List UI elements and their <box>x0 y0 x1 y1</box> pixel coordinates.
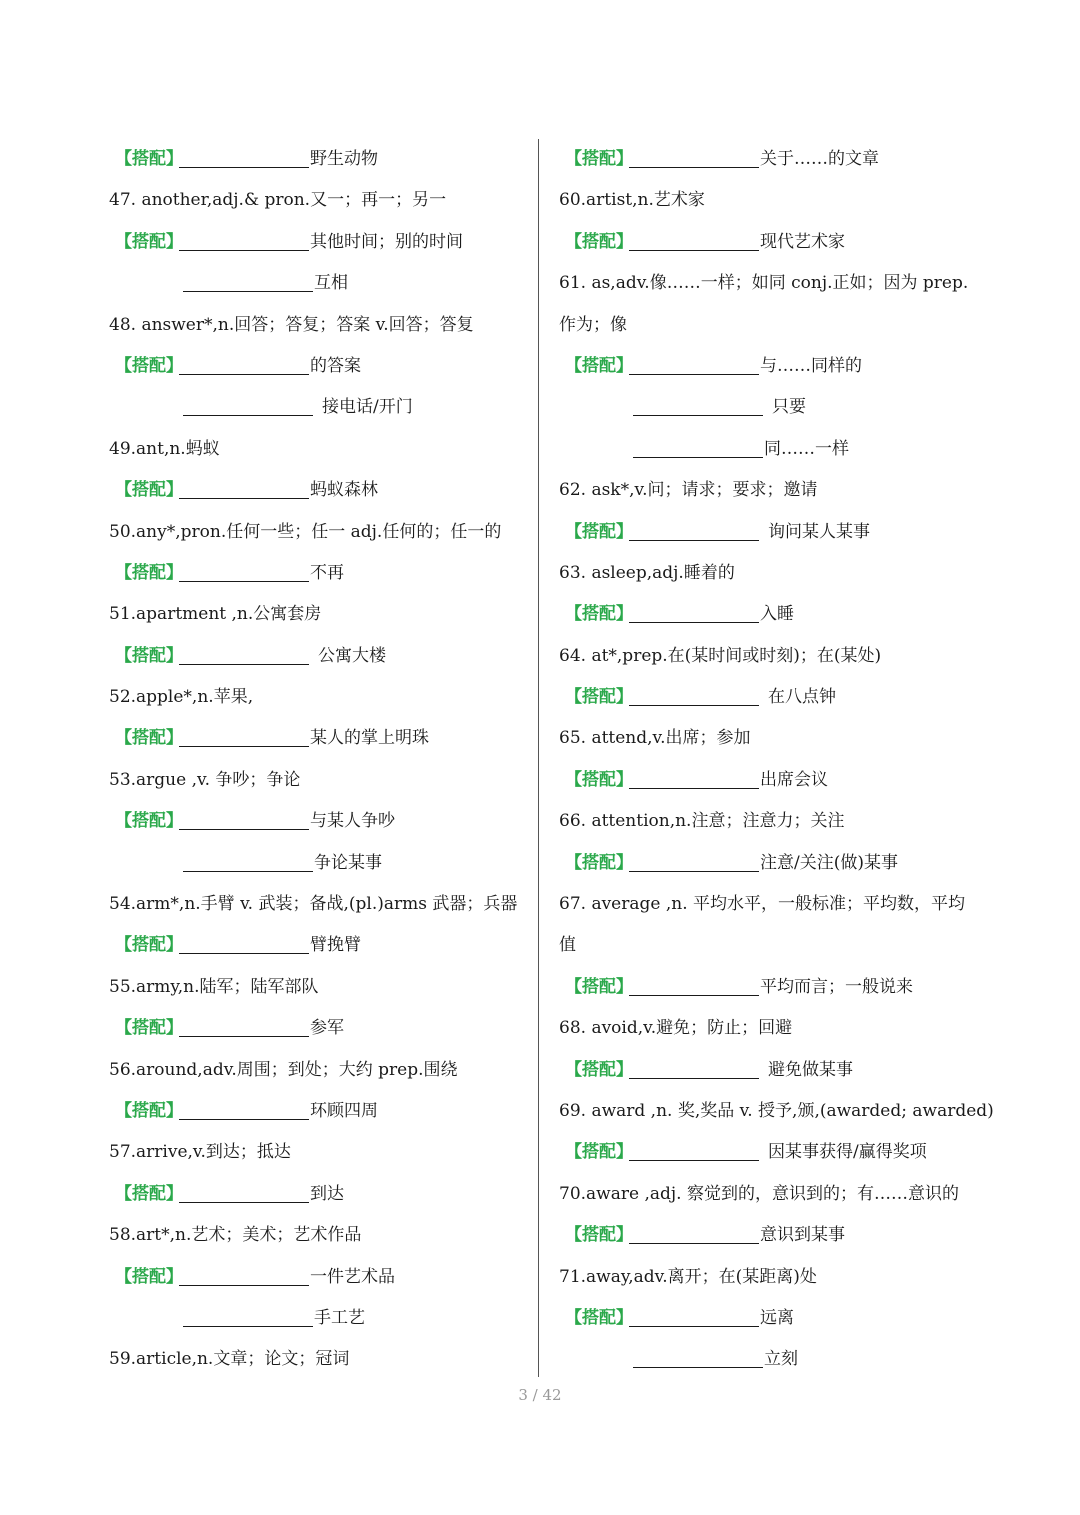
collocation-line <box>109 801 529 842</box>
fill-blank <box>179 1035 309 1037</box>
fill-blank <box>179 745 309 747</box>
vocab-entry <box>109 512 529 553</box>
vocab-entry <box>559 925 979 966</box>
vocab-entry <box>559 470 979 511</box>
collocation-line <box>559 594 979 635</box>
collocation-subline <box>109 1298 529 1339</box>
entry-text: 57.arrive,v.到达；抵达 <box>109 1142 291 1163</box>
collocation-tag: 【搭配】 <box>115 1100 183 1121</box>
collocation-tag: 【搭配】 <box>565 687 633 708</box>
fill-blank <box>629 249 759 251</box>
collocation-line <box>109 1091 529 1132</box>
collocation-line <box>559 677 979 718</box>
entry-text: 71.away,adv.离开；在(某距离)处 <box>559 1266 817 1287</box>
collocation-meaning: 同……一样 <box>764 438 849 459</box>
fill-blank <box>179 1284 309 1286</box>
collocation-subline <box>559 387 979 428</box>
collocation-line <box>109 553 529 594</box>
fill-blank <box>179 828 309 830</box>
collocation-line <box>559 967 979 1008</box>
collocation-subline <box>559 1339 979 1380</box>
collocation-tag: 【搭配】 <box>565 1142 633 1163</box>
fill-blank <box>179 249 309 251</box>
fill-blank <box>179 497 309 499</box>
fill-blank <box>629 1077 759 1079</box>
entry-text: 70.aware ,adj. 察觉到的，意识到的；有……意识的 <box>559 1183 959 1204</box>
collocation-tag: 【搭配】 <box>565 149 633 169</box>
collocation-line <box>109 346 529 387</box>
entry-text: 55.army,n.陆军；陆军部队 <box>109 976 319 997</box>
collocation-tag: 【搭配】 <box>115 1183 183 1204</box>
collocation-line <box>559 512 979 553</box>
vocab-entry <box>109 1339 529 1380</box>
collocation-meaning: 的答案 <box>310 355 361 376</box>
collocation-line <box>109 1008 529 1049</box>
collocation-meaning: 出席会议 <box>760 769 828 790</box>
entry-text: 63. asleep,adj.睡着的 <box>559 562 735 583</box>
vocab-entry <box>559 718 979 759</box>
collocation-tag: 【搭配】 <box>565 231 633 252</box>
fill-blank <box>629 787 759 789</box>
fill-blank <box>633 1366 763 1368</box>
collocation-tag: 【搭配】 <box>565 1307 633 1328</box>
entry-text: 60.artist,n.艺术家 <box>559 190 705 211</box>
collocation-tag: 【搭配】 <box>115 480 183 501</box>
entry-text: 66. attention,n.注意；注意力；关注 <box>559 811 845 832</box>
collocation-line <box>109 139 529 180</box>
fill-blank <box>633 456 763 458</box>
vocab-entry <box>109 1050 529 1091</box>
fill-blank <box>629 1325 759 1327</box>
collocation-line <box>109 636 529 677</box>
vocab-entry <box>109 180 529 221</box>
collocation-meaning: 参军 <box>310 1018 344 1039</box>
collocation-tag: 【搭配】 <box>115 149 183 169</box>
collocation-subline <box>109 263 529 304</box>
collocation-meaning: 互相 <box>314 273 348 294</box>
collocation-meaning: 平均而言；一般说来 <box>760 976 913 997</box>
fill-blank <box>179 580 309 582</box>
collocation-line <box>559 1132 979 1173</box>
vocab-entry <box>109 884 529 925</box>
collocation-meaning: 与……同样的 <box>760 355 862 376</box>
collocation-tag: 【搭配】 <box>565 1225 633 1246</box>
fill-blank <box>179 1118 309 1120</box>
entry-text: 61. as,adv.像……一样；如同 conj.正如；因为 prep. <box>559 273 969 294</box>
collocation-tag: 【搭配】 <box>115 562 183 583</box>
entry-text: 53.argue ,v. 争吵；争论 <box>109 769 301 790</box>
fill-blank <box>183 290 313 292</box>
entry-text: 49.ant,n.蚂蚁 <box>109 438 220 459</box>
collocation-meaning: 臂挽臂 <box>310 935 361 956</box>
vocab-entry <box>559 180 979 221</box>
fill-blank <box>179 663 309 665</box>
collocation-line <box>559 1215 979 1256</box>
vocab-entry <box>559 636 979 677</box>
collocation-meaning: 公寓大楼 <box>318 645 386 666</box>
collocation-line <box>109 222 529 263</box>
collocation-meaning: 环顾四周 <box>310 1100 378 1121</box>
collocation-subline <box>109 387 529 428</box>
entry-text: 值 <box>559 935 576 956</box>
collocation-meaning: 远离 <box>760 1307 794 1328</box>
collocation-meaning: 一件艺术品 <box>310 1266 395 1287</box>
fill-blank <box>629 870 759 872</box>
page-number: 3 / 42 <box>518 1386 562 1404</box>
entry-text: 48. answer*,n.回答；答复；答案 v.回答；答复 <box>109 314 474 335</box>
fill-blank <box>179 373 309 375</box>
vocab-entry <box>559 1174 979 1215</box>
collocation-tag: 【搭配】 <box>115 935 183 956</box>
collocation-tag: 【搭配】 <box>565 976 633 997</box>
collocation-meaning: 立刻 <box>764 1349 798 1370</box>
collocation-line <box>559 843 979 884</box>
collocation-meaning: 与某人争吵 <box>310 811 395 832</box>
collocation-meaning: 询问某人某事 <box>768 521 870 542</box>
collocation-line <box>559 222 979 263</box>
collocation-meaning: 因某事获得/赢得奖项 <box>768 1142 927 1163</box>
vocab-entry <box>109 967 529 1008</box>
collocation-tag: 【搭配】 <box>565 355 633 376</box>
collocation-line <box>559 760 979 801</box>
entry-text: 59.article,n.文章；论文；冠词 <box>109 1349 350 1370</box>
vocab-entry <box>109 305 529 346</box>
vocab-entry <box>109 760 529 801</box>
collocation-meaning: 接电话/开门 <box>322 397 413 418</box>
collocation-line <box>109 1257 529 1298</box>
collocation-tag: 【搭配】 <box>115 355 183 376</box>
collocation-meaning: 某人的掌上明珠 <box>310 728 429 749</box>
collocation-line <box>109 1174 529 1215</box>
entry-text: 52.apple*,n.苹果, <box>109 687 254 708</box>
vocab-entry <box>559 1091 994 1132</box>
fill-blank <box>179 1201 309 1203</box>
fill-blank <box>629 373 759 375</box>
collocation-tag: 【搭配】 <box>115 1266 183 1287</box>
fill-blank <box>183 870 313 872</box>
entry-text: 64. at*,prep.在(某时间或时刻)；在(某处) <box>559 645 882 666</box>
vocab-entry <box>109 1132 529 1173</box>
collocation-meaning: 意识到某事 <box>760 1225 845 1246</box>
collocation-subline <box>109 843 529 884</box>
entry-text: 作为；像 <box>559 314 627 335</box>
collocation-tag: 【搭配】 <box>115 811 183 832</box>
collocation-meaning: 关于……的文章 <box>760 149 879 169</box>
fill-blank <box>629 1242 759 1244</box>
entry-text: 65. attend,v.出席；参加 <box>559 728 751 749</box>
entry-text: 47. another,adj.& pron.又一；再一；另一 <box>109 190 447 211</box>
fill-blank <box>629 166 759 168</box>
collocation-tag: 【搭配】 <box>115 645 183 666</box>
collocation-meaning: 入睡 <box>760 604 794 625</box>
collocation-line <box>109 718 529 759</box>
collocation-tag: 【搭配】 <box>565 1059 633 1080</box>
collocation-meaning: 其他时间；别的时间 <box>310 231 463 252</box>
fill-blank <box>629 994 759 996</box>
vocab-entry <box>559 884 979 925</box>
collocation-line <box>559 1298 979 1339</box>
collocation-meaning: 野生动物 <box>310 149 378 169</box>
fill-blank <box>183 1325 313 1327</box>
collocation-meaning: 到达 <box>310 1183 344 1204</box>
collocation-meaning: 争论某事 <box>314 852 382 873</box>
column-divider <box>538 139 539 1377</box>
vocab-entry <box>109 677 529 718</box>
entry-text: 68. avoid,v.避免；防止；回避 <box>559 1018 793 1039</box>
collocation-tag: 【搭配】 <box>565 769 633 790</box>
entry-text: 62. ask*,v.问；请求；要求；邀请 <box>559 480 818 501</box>
collocation-tag: 【搭配】 <box>115 1018 183 1039</box>
collocation-line <box>559 1050 979 1091</box>
entry-text: 67. average ,n. 平均水平，一般标准；平均数，平均 <box>559 894 966 915</box>
left-column <box>109 139 529 1381</box>
entry-text: 54.arm*,n.手臂 v. 武装；备战,(pl.)arms 武器；兵器 <box>109 894 518 915</box>
right-column <box>559 139 994 1381</box>
collocation-subline <box>559 429 979 470</box>
vocab-entry <box>559 553 979 594</box>
collocation-meaning: 避免做某事 <box>768 1059 853 1080</box>
collocation-meaning: 手工艺 <box>314 1307 365 1328</box>
collocation-meaning: 蚂蚁森林 <box>310 480 378 501</box>
fill-blank <box>629 539 759 541</box>
collocation-meaning: 注意/关注(做)某事 <box>760 852 898 873</box>
collocation-line <box>109 925 529 966</box>
vocab-entry <box>109 1215 529 1256</box>
vocab-entry <box>559 305 979 346</box>
collocation-meaning: 不再 <box>310 562 344 583</box>
collocation-meaning: 现代艺术家 <box>760 231 845 252</box>
collocation-tag: 【搭配】 <box>565 604 633 625</box>
entry-text: 51.apartment ,n.公寓套房 <box>109 604 322 625</box>
fill-blank <box>629 621 759 623</box>
fill-blank <box>629 1159 759 1161</box>
collocation-tag: 【搭配】 <box>115 231 183 252</box>
collocation-line <box>109 470 529 511</box>
vocab-entry <box>109 429 529 470</box>
entry-text: 58.art*,n.艺术；美术；艺术作品 <box>109 1225 362 1246</box>
collocation-tag: 【搭配】 <box>565 852 633 873</box>
entry-text: 50.any*,pron.任何一些；任一 adj.任何的；任一的 <box>109 521 502 542</box>
entry-text: 69. award ,n. 奖,奖品 v. 授予,颁,(awarded; awarded) <box>559 1100 994 1121</box>
collocation-tag: 【搭配】 <box>115 728 183 749</box>
fill-blank <box>179 166 309 168</box>
collocation-line <box>559 346 979 387</box>
fill-blank <box>183 414 313 416</box>
fill-blank <box>629 704 759 706</box>
vocab-entry <box>109 594 529 635</box>
fill-blank <box>179 952 309 954</box>
collocation-tag: 【搭配】 <box>565 521 633 542</box>
collocation-meaning: 只要 <box>772 397 806 418</box>
fill-blank <box>633 414 763 416</box>
vocab-entry <box>559 801 979 842</box>
collocation-line <box>559 139 979 180</box>
vocab-entry <box>559 1257 979 1298</box>
vocab-entry <box>559 1008 979 1049</box>
vocab-entry <box>559 263 979 304</box>
collocation-meaning: 在八点钟 <box>768 687 836 708</box>
entry-text: 56.around,adv.周围；到处；大约 prep.围绕 <box>109 1059 458 1080</box>
